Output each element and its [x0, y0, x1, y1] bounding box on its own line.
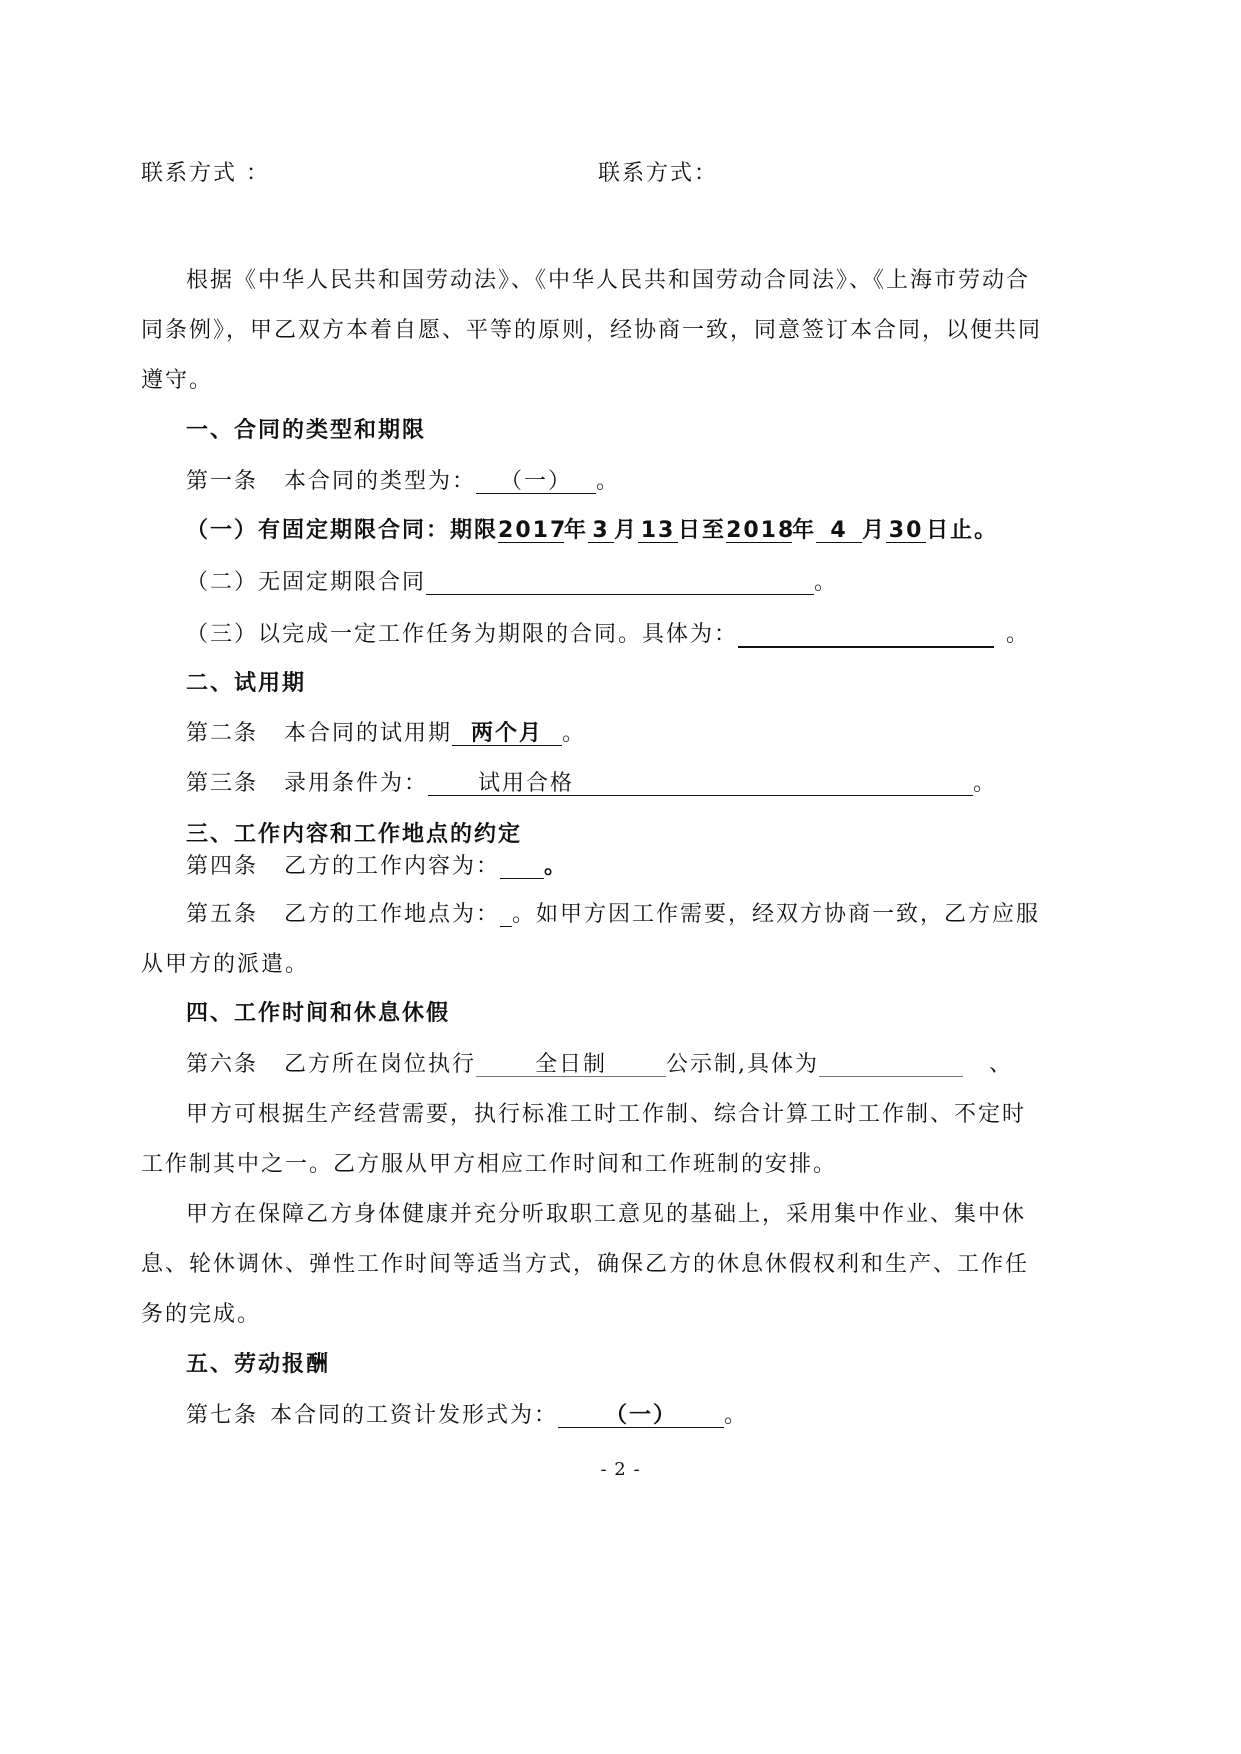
section-5-title: 五、劳动报酬 [186, 1352, 331, 1377]
article-4: 第四条 乙方的工作内容为： 。 [186, 854, 569, 879]
contract-type-field: （一） [476, 470, 596, 494]
para-7-line-2: 息、轮休调休、弹性工作时间等适当方式，确保乙方的休息休假权利和生产、工作任 [141, 1252, 1030, 1277]
option-1-fixed-term: （一）有固定期限合同：期限2017年 3 月 13 日至2018年 4 月 30 日止。 [186, 518, 999, 543]
article-3: 第三条 录用条件为： 试用合格 。 [186, 771, 998, 796]
wage-form-field: （一） [558, 1404, 724, 1428]
preamble-line-2: 同条例》，甲乙双方本着自愿、平等的原则，经协商一致，同意签订本合同，以便共同 [141, 318, 1043, 343]
working-hours-field: 全日制 [476, 1053, 666, 1077]
article-1: 第一条 本合同的类型为： （一） 。 [186, 469, 621, 494]
article-7: 第七条 本合同的工资计发形式为： （一） 。 [186, 1403, 749, 1428]
preamble-line-1: 根据《中华人民共和国劳动法》、《中华人民共和国劳动合同法》、《上海市劳动合 [186, 268, 1031, 293]
para-6-line-1: 甲方可根据生产经营需要，执行标准工时工作制、综合计算工时工作制、不定时 [186, 1102, 1027, 1127]
contact-left: 联系方式 ： [141, 161, 270, 186]
article-5: 第五条 乙方的工作地点为： 。如甲方因工作需要，经双方协商一致，乙方应服 [186, 902, 1041, 927]
section-3-title: 三、工作内容和工作地点的约定 [186, 822, 523, 847]
hiring-conditions-field: 试用合格 [428, 772, 973, 796]
preamble-line-3: 遵守。 [141, 368, 214, 393]
section-2-title: 二、试用期 [186, 671, 307, 696]
article-2: 第二条 本合同的试用期 两个月 。 [186, 721, 587, 746]
article-6: 第六条 乙方所在岗位执行 全日制 公示制,具体为 、 [186, 1052, 1014, 1077]
option-2-open-term: （二）无固定期限合同 。 [186, 570, 839, 595]
contact-right: 联系方式： [598, 161, 719, 186]
page-number: - 2 - [600, 1459, 641, 1480]
article-5-line-2: 从甲方的派遣。 [141, 952, 310, 977]
para-6-line-2: 工作制其中之一。乙方服从甲方相应工作时间和工作班制的安排。 [141, 1152, 838, 1177]
section-4-title: 四、工作时间和休息休假 [186, 1001, 451, 1026]
option-3-task-term: （三）以完成一定工作任务为期限的合同。具体为： 。 [186, 622, 1031, 647]
para-7-line-1: 甲方在保障乙方身体健康并充分听取职工意见的基础上，采用集中作业、集中休 [186, 1202, 1027, 1227]
section-1-title: 一、合同的类型和期限 [186, 418, 427, 443]
para-7-line-3: 务的完成。 [141, 1302, 262, 1327]
probation-field: 两个月 [452, 722, 562, 746]
